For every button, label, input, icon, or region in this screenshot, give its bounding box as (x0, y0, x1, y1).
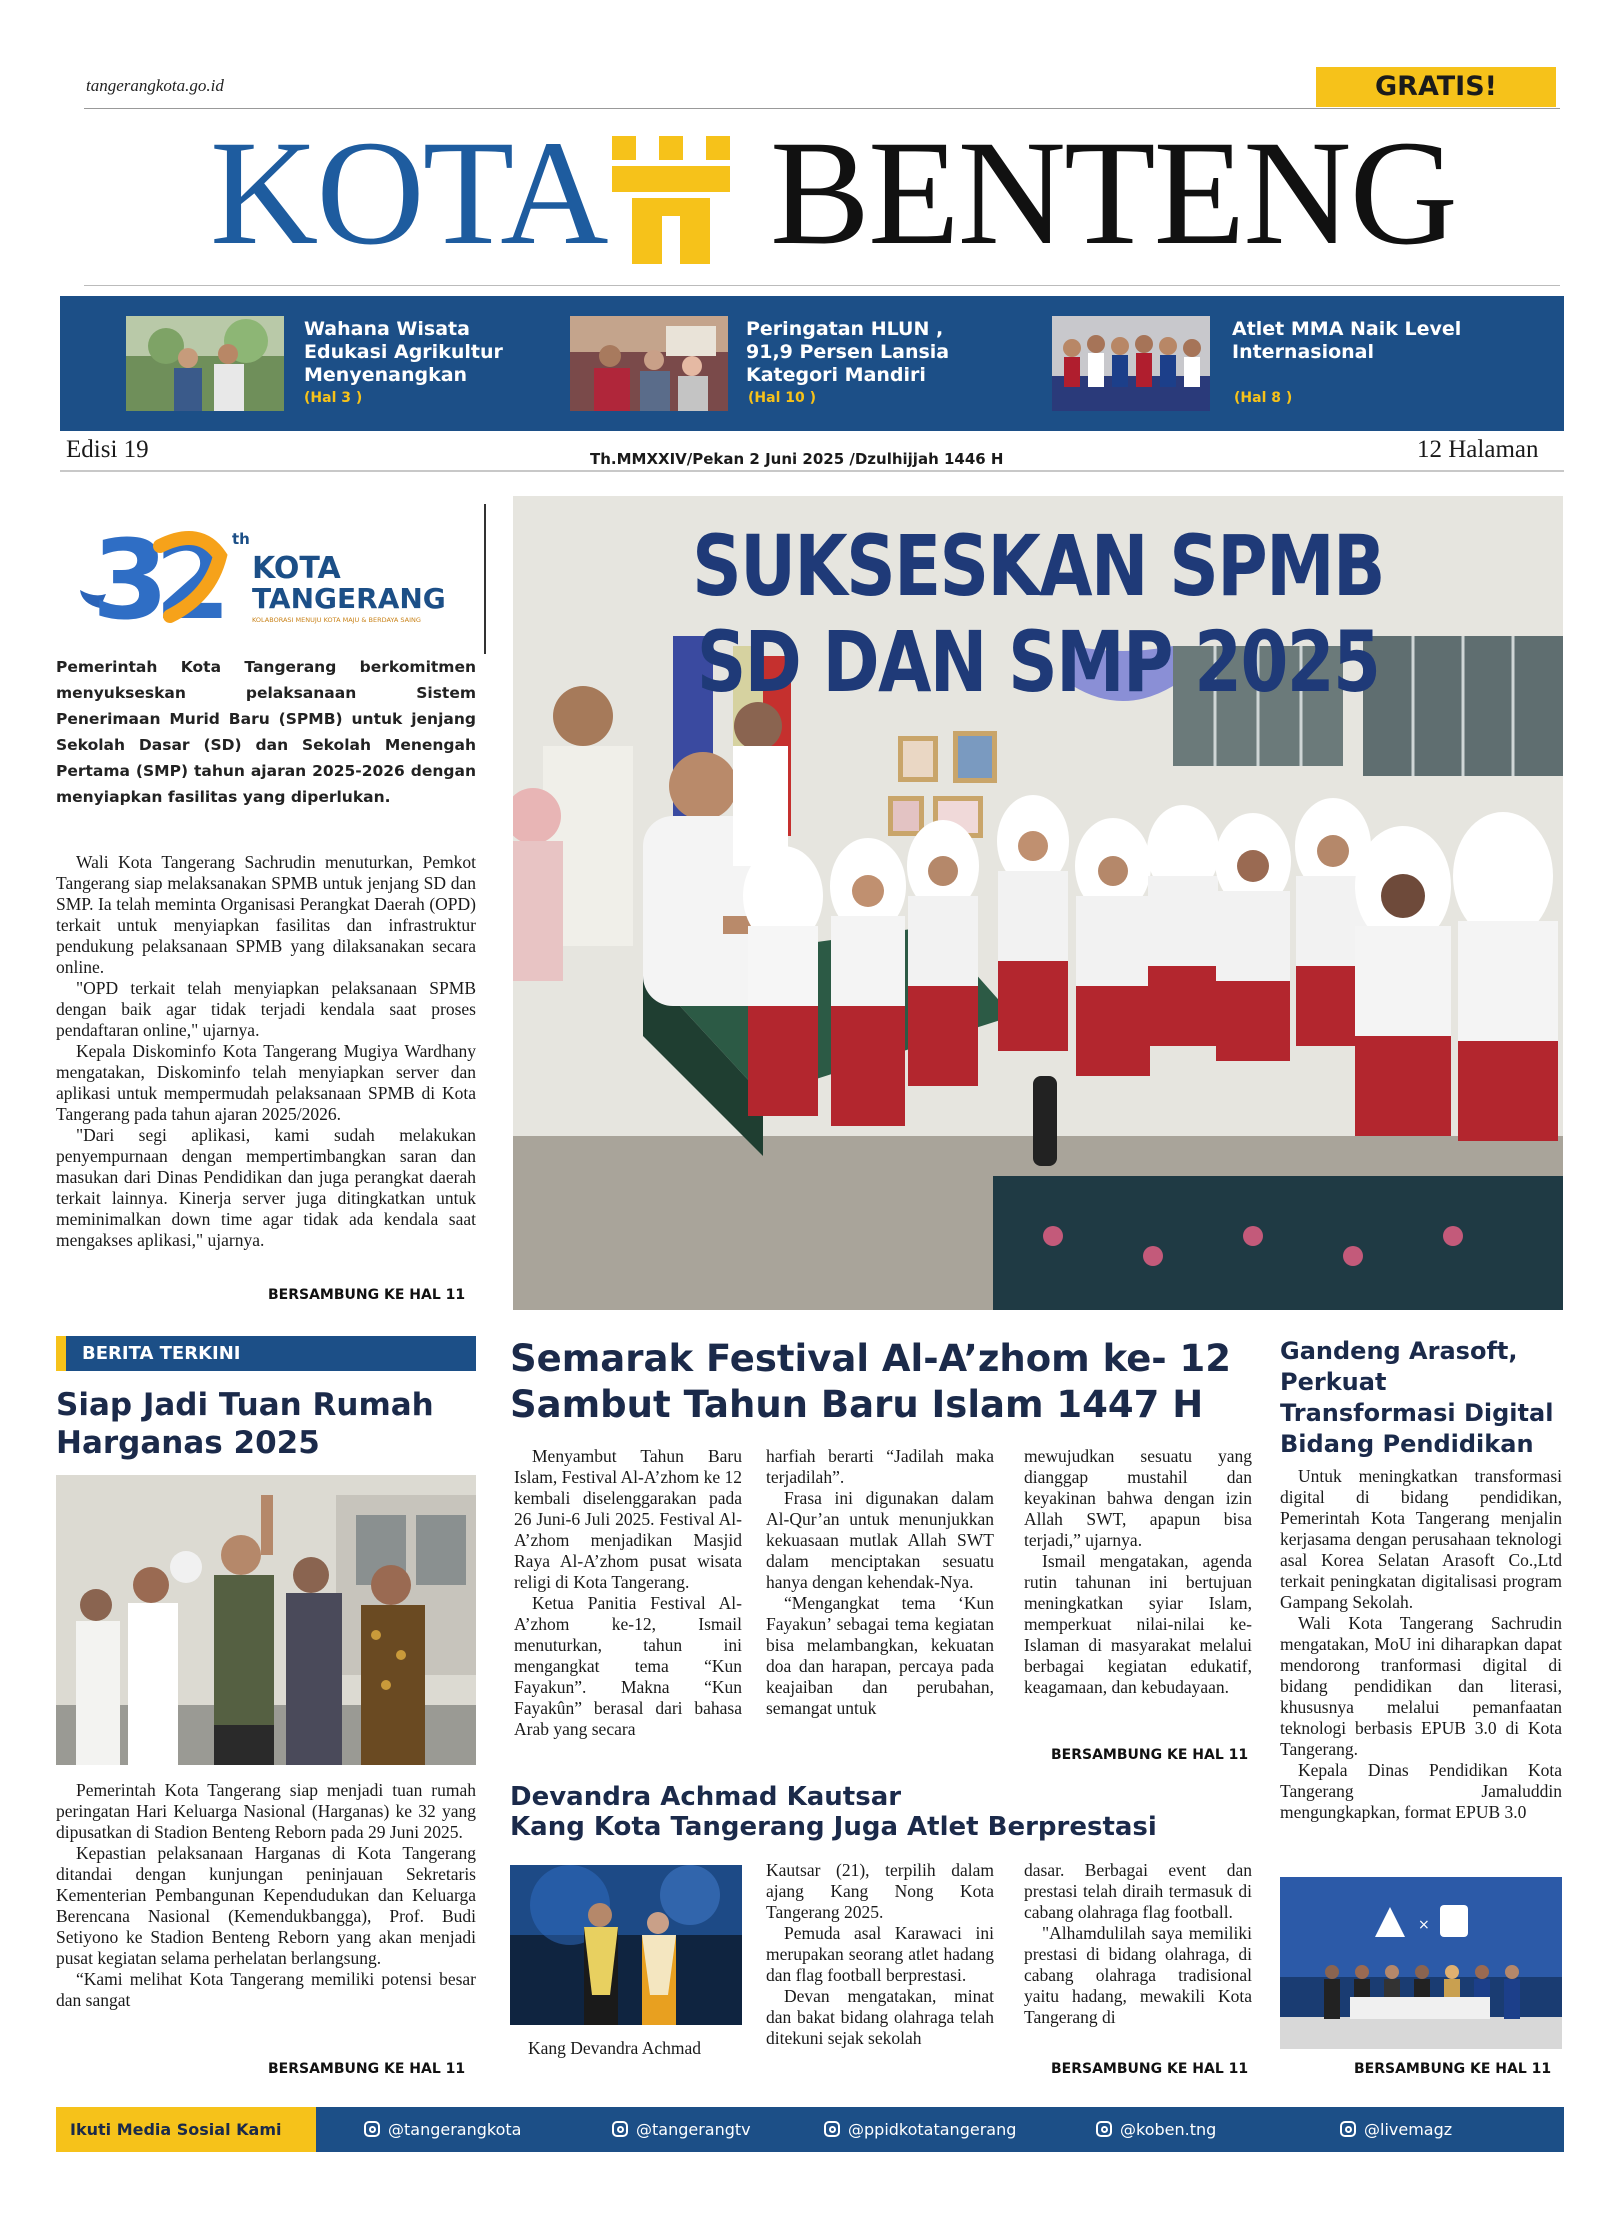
arasoft-paragraph: Wali Kota Tangerang Sachrudin mengatakan, MoU ini diharapkan dapat mendorong tranformasi digital di bidang pendidikan dan literasi, khususnya melalui pemanfaatan teknologi berbasis EPUB 3.0 di Kota Tangerang. (1280, 1613, 1562, 1759)
teaser-page-mma: (Hal 8 ) (1234, 390, 1293, 406)
anniversary-logo (72, 516, 472, 636)
festival-column-3 (1024, 1446, 1252, 1698)
lead-paragraph: "OPD terkait telah menyiapkan pelaksanaan SPMB dengan baik agar tidak terjadi kendala saat proses pendaftaran online," ujarnya. (56, 978, 476, 1040)
teaser-photo-hlun[interactable] (570, 316, 728, 411)
anniversary-kota: KOTA (252, 551, 341, 586)
instagram-icon (1096, 2121, 1112, 2137)
teaser-title-mma[interactable]: Atlet MMA Naik Level Internasional (1232, 318, 1462, 363)
arasoft-headline[interactable]: Gandeng Arasoft, Perkuat Transformasi Digital Bidang Pendidikan (1280, 1337, 1554, 1458)
festival-paragraph: harfiah berarti “Jadilah maka terjadilah”. (766, 1446, 994, 1487)
social-tangerangtv[interactable] (612, 2107, 751, 2152)
arasoft-continued-link[interactable]: BERSAMBUNG KE HAL 11 (1354, 2061, 1552, 2077)
social-ppidkotatangerang[interactable] (824, 2107, 1016, 2152)
page-count: 12 Halaman (1417, 436, 1539, 463)
social-footer (56, 2107, 1564, 2152)
festival-paragraph: “Mengangkat tema ‘Kun Fayakun’ sebagai tema kegiatan bisa melambangkan, kekuatan doa dan harapan, percaya pada keajaiban dan perubahan, semangat untuk (766, 1593, 994, 1718)
berita-terkini-label: BERITA TERKINI (56, 1336, 476, 1371)
arasoft-body (1280, 1466, 1562, 1823)
social-handle: @livemagz (1364, 2120, 1453, 2139)
lead-intro: Pemerintah Kota Tangerang berkomitmen menyukseskan pelaksanaan Sistem Penerimaan Murid Baru (SPMB) untuk jenjang Sekolah Dasar (SD) dan Sekolah Menengah Pertama (SMP) tahun ajaran 2025-2026 dengan menyiapkan fasilitas yang diperlukan. (56, 658, 476, 806)
harganas-paragraph: “Kami melihat Kota Tangerang memiliki potensi besar dan sangat (56, 1969, 476, 2010)
devandra-column-2 (1024, 1860, 1252, 2028)
hero-headline (608, 518, 1469, 710)
devandra-paragraph: Pemuda asal Karawaci ini merupakan seorang atlet hadang dan flag football berprestasi. (766, 1923, 994, 1985)
devandra-headline-line1: Devandra Achmad Kautsar (510, 1782, 902, 1812)
harganas-paragraph: Kepastian pelaksanaan Harganas di Kota Tangerang ditandai dengan kunjungan peninjauan Sekretaris Kementerian Pembangunan Kependudukan dan Keluarga Berencana Nasional (Kemendukbangga), Prof. Budi Setiyono ke Stadion Benteng Reborn yang akan menjadi pusat kegiatan selama perhelatan berlangsung. (56, 1843, 476, 1968)
lead-paragraph: Wali Kota Tangerang Sachrudin menuturkan, Pemkot Tangerang siap melaksanakan SPMB untuk jenjang SD dan SMP. Ia telah meminta Organisasi Perangkat Daerah (OPD) terkait untuk menyiapkan fasilitas dan infrastruktur pendukung pelaksanaan SPMB yang dilaksanakan secara online. (56, 852, 476, 977)
social-handle: @tangerangkota (388, 2120, 522, 2139)
column-rule (484, 504, 486, 654)
devandra-caption: Kang Devandra Achmad (528, 2038, 701, 2058)
arasoft-paragraph: Untuk meningkatkan transformasi digital di bidang pendidikan, Pemerintah Kota Tangerang menjalin kerjasama dengan perusahaan teknologi asal Korea Selatan Arasoft Co.,Ltd terkait peningkatan digitalisasi program Gampang Sekolah. (1280, 1466, 1562, 1612)
social-tangerangkota[interactable] (364, 2107, 521, 2152)
festival-paragraph: Frasa ini digunakan dalam Al-Qur’an untuk menunjukkan kekuasaan mutlak Allah SWT dalam menciptakan sesuatu hanya dengan kehendak-Nya. (766, 1488, 994, 1592)
devandra-continued-link[interactable]: BERSAMBUNG KE HAL 11 (1051, 2061, 1249, 2077)
social-handle: @koben.tng (1120, 2120, 1217, 2139)
harganas-paragraph: Pemerintah Kota Tangerang siap menjadi tuan rumah peringatan Hari Keluarga Nasional (Harganas) ke 32 yang dipusatkan di Stadion Benteng Reborn pada 29 Juni 2025. (56, 1780, 476, 1842)
edition-date: Th.MMXXIV/Pekan 2 Juni 2025 /Dzulhijjah 1446 H (590, 450, 1004, 468)
devandra-paragraph: "Alhamdulilah saya memiliki prestasi di bidang olahraga, di cabang olahraga tradisional yaitu hadang, mewakili Kota Tangerang di (1024, 1923, 1252, 2027)
festival-column-2 (766, 1446, 994, 1719)
site-url[interactable]: tangerangkota.go.id (86, 76, 224, 95)
hero-photo[interactable] (513, 496, 1563, 1310)
social-footer-label: Ikuti Media Sosial Kami (56, 2107, 316, 2152)
harganas-headline[interactable]: Siap Jadi Tuan Rumah Harganas 2025 (56, 1387, 434, 1461)
lead-paragraph: Kepala Diskominfo Kota Tangerang Mugiya Wardhany mengatakan, Diskominfo telah menyiapkan server dan aplikasi untuk mempermudah pelaksanaan SPMB di Kota Tangerang pada tahun ajaran 2025/2026. (56, 1041, 476, 1124)
festival-headline[interactable] (510, 1336, 1270, 1428)
instagram-icon (364, 2121, 380, 2137)
festival-paragraph: Ketua Panitia Festival Al-A’zhom ke-12, Ismail menuturkan, tahun ini mengangkat tema “Kun Fayakun”. Makna “Kun Fayakûn” berasal dari bahasa Arab yang secara (514, 1593, 742, 1739)
lead-paragraph: "Dari segi aplikasi, kami sudah melakukan penyempurnaan dengan mempertimbangkan saran dan masukan dari Dinas Pendidikan dan juga perangkat daerah terkait lainnya. Kinerja server juga ditingkatkan untuk meminimalkan down time agar tidak ada kendala saat mengakses aplikasi," ujarnya. (56, 1125, 476, 1250)
teaser-page-hlun: (Hal 10 ) (748, 390, 816, 406)
lead-body (56, 852, 476, 1251)
devandra-paragraph: dasar. Berbagai event dan prestasi telah diraih termasuk di cabang olahraga flag football. (1024, 1860, 1252, 1922)
devandra-headline-line2: Kang Kota Tangerang Juga Atlet Berprestasi (510, 1812, 1157, 1842)
anniversary-sup: th (232, 530, 250, 548)
social-handle: @ppidkotatangerang (848, 2120, 1017, 2139)
benteng-tower-logo-icon (612, 136, 730, 264)
instagram-icon (1340, 2121, 1356, 2137)
festival-column-1 (514, 1446, 742, 1740)
festival-headline-line1: Semarak Festival Al-A’zhom ke- 12 (510, 1337, 1232, 1380)
arasoft-paragraph: Kepala Dinas Pendidikan Kota Tangerang Jamaluddin mengungkapkan, format EPUB 3.0 (1280, 1760, 1562, 1822)
hero-headline-line1: SUKSESKAN SPMB (692, 517, 1384, 615)
masthead-rule (84, 285, 1560, 286)
anniversary-number: 32 (92, 516, 218, 636)
hero-headline-line2: SD DAN SMP 2025 (696, 613, 1380, 711)
teaser-title-agrikultur[interactable]: Wahana Wisata Edukasi Agrikultur Menyenangkan (304, 318, 503, 386)
arasoft-photo[interactable] (1280, 1877, 1562, 2049)
gratis-badge: GRATIS! (1316, 67, 1556, 107)
lead-continued-link[interactable]: BERSAMBUNG KE HAL 11 (268, 1287, 466, 1303)
devandra-headline[interactable] (510, 1782, 1270, 1842)
teaser-photo-agrikultur[interactable] (126, 316, 284, 411)
masthead-kota: KOTA (210, 110, 607, 276)
teaser-band (60, 296, 1564, 431)
harganas-body (56, 1780, 476, 2011)
anniversary-tangerang: TANGERANG (252, 582, 446, 615)
festival-continued-link[interactable]: BERSAMBUNG KE HAL 11 (1051, 1747, 1249, 1763)
social-handle: @tangerangtv (636, 2120, 751, 2139)
devandra-photo[interactable] (510, 1865, 742, 2025)
masthead-benteng: BENTENG (770, 110, 1456, 276)
svg-text:×: × (1418, 1917, 1430, 1933)
social-kobentng[interactable] (1096, 2107, 1216, 2152)
devandra-paragraph: Devan mengatakan, minat dan bakat bidang olahraga telah ditekuni sejak sekolah (766, 1986, 994, 2048)
edition-rule (60, 470, 1564, 472)
top-rule (84, 108, 1560, 109)
devandra-column-1 (766, 1860, 994, 2049)
edition-number: Edisi 19 (66, 436, 149, 463)
teaser-photo-mma[interactable] (1052, 316, 1210, 411)
instagram-icon (824, 2121, 840, 2137)
festival-headline-line2: Sambut Tahun Baru Islam 1447 H (510, 1383, 1204, 1426)
harganas-photo[interactable] (56, 1475, 476, 1765)
devandra-paragraph: Kautsar (21), terpilih dalam ajang Kang Nong Kota Tangerang 2025. (766, 1860, 994, 1922)
festival-paragraph: Ismail mengatakan, agenda rutin tahunan ini bertujuan meningkatkan syiar Islam, memperkuat nilai-nilai ke-Islaman di masyarakat melalui berbagai kegiatan edukatif, keagamaan, dan kebudayaan. (1024, 1551, 1252, 1697)
festival-paragraph: mewujudkan sesuatu yang dianggap mustahil dan keyakinan bahwa dengan izin Allah SWT, apapun bisa terjadi,” ujarnya. (1024, 1446, 1252, 1550)
social-livemagz[interactable] (1340, 2107, 1452, 2152)
anniversary-tagline: KOLABORASI MENUJU KOTA MAJU & BERDAYA SAING (252, 616, 421, 624)
teaser-page-agrikultur: (Hal 3 ) (304, 390, 363, 406)
instagram-icon (612, 2121, 628, 2137)
teaser-title-hlun[interactable]: Peringatan HLUN , 91,9 Persen Lansia Kategori Mandiri (746, 318, 950, 386)
festival-paragraph: Menyambut Tahun Baru Islam, Festival Al-A’zhom ke 12 kembali diselenggarakan pada 26 Juni-6 Juli 2025. Festival Al-A’zhom menjadikan Masjid Raya Al-A’zhom pusat wisata religi di Kota Tangerang. (514, 1446, 742, 1592)
harganas-continued-link[interactable]: BERSAMBUNG KE HAL 11 (268, 2061, 466, 2077)
